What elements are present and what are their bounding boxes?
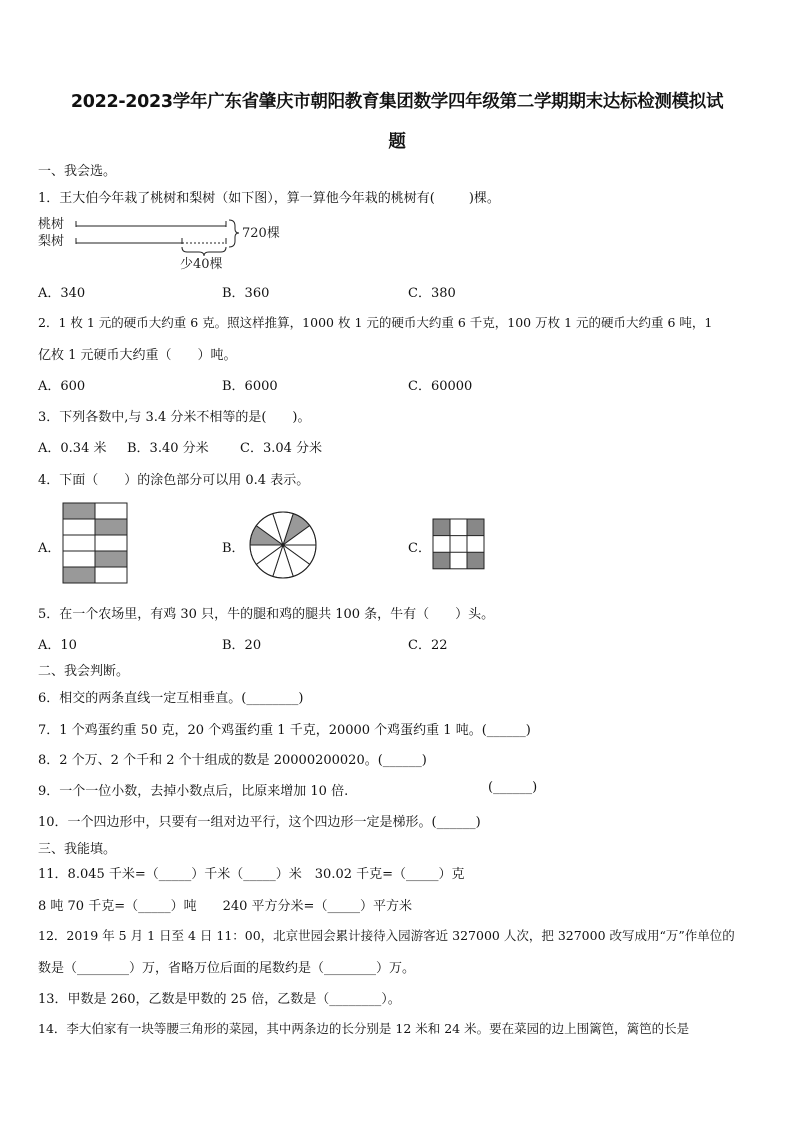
question-12-line1: 12．2019 年 5 月 1 日至 4 日 11：00，北京世园会累计接待入园游客近 327000 人次，把 327000 改写成用“万”作单位的 [38, 928, 735, 943]
question-2-line2: 亿枚 1 元硬币大约重（ ）吨。 [38, 348, 237, 363]
question-12-line2: 数是（________）万，省略万位后面的尾数约是（________）万。 [38, 961, 416, 976]
label-peach-tree: 桃树 [38, 217, 65, 232]
question-3-option-a[interactable]: A．0.34 米 [38, 441, 107, 456]
question-5: 5．在一个农场里，有鸡 30 只，牛的腿和鸡的腿共 100 条，牛有（ ）头。 [38, 607, 495, 622]
question-5-option-b[interactable]: B．20 [222, 638, 262, 653]
question-5-option-a[interactable]: A．10 [38, 638, 77, 653]
question-8: 8．2 个万、2 个千和 2 个十组成的数是 20000200020。(______) [38, 753, 427, 768]
label-pear-tree: 梨树 [38, 234, 65, 249]
question-3-option-b[interactable]: B．3.40 分米 [127, 441, 209, 456]
question-2-option-c[interactable]: C．60000 [408, 379, 473, 394]
question-2-line1: 2．1 枚 1 元的硬币大约重 6 克。照这样推算，1000 枚 1 元的硬币大约重 6 千克，100 万枚 1 元的硬币大约重 6 吨，1 [38, 315, 713, 330]
question-4-option-a[interactable]: A． [38, 541, 61, 556]
label-difference: 少40棵 [180, 257, 223, 272]
question-5-option-c[interactable]: C．22 [408, 638, 448, 653]
question-13: 13．甲数是 260，乙数是甲数的 25 倍，乙数是（________）。 [38, 992, 401, 1007]
section-heading-choice: 一、我会选。 [38, 164, 117, 179]
question-1-text-end: )棵。 [468, 191, 500, 206]
exam-title-line2: 题 [388, 132, 406, 152]
question-9: 9．一个一位小数，去掉小数点后，比原来增加 10 倍. [38, 784, 349, 799]
question-7: 7．1 个鸡蛋约重 50 克，20 个鸡蛋约重 1 千克，20000 个鸡蛋约重 1 吨。(______) [38, 723, 531, 738]
option-c-grid-figure [432, 518, 486, 570]
option-a-grid-figure [62, 502, 128, 584]
option-b-circle-figure [248, 510, 318, 580]
label-total: 720棵 [242, 226, 280, 241]
tree-count-diagram [36, 212, 306, 272]
question-1-text: 1．王大伯今年栽了桃树和梨树（如下图），算一算他今年栽的桃树有( [38, 191, 435, 206]
question-6: 6．相交的两条直线一定互相垂直。(________) [38, 691, 304, 706]
exam-title-line1: 2022-2023学年广东省肇庆市朝阳教育集团数学四年级第二学期期末达标检测模拟试 [70, 92, 724, 112]
question-11-line2: 8 吨 70 千克=（_____）吨 240 平方分米=（_____）平方米 [38, 899, 412, 914]
question-4-option-b[interactable]: B． [222, 541, 245, 556]
question-2-option-a[interactable]: A．600 [38, 379, 86, 394]
question-9-answer-blank[interactable]: (______) [488, 780, 538, 795]
question-14: 14．李大伯家有一块等腰三角形的菜园，其中两条边的长分别是 12 米和 24 米。要在菜园的边上围篱笆，篱笆的长是 [38, 1021, 690, 1036]
question-2-option-b[interactable]: B．6000 [222, 379, 278, 394]
question-3: 3．下列各数中,与 3.4 分米不相等的是( )。 [38, 410, 311, 425]
question-11-line1: 11．8.045 千米=（_____）千米（_____）米 30.02 千克=（_____）克 [38, 867, 465, 882]
question-1-option-b[interactable]: B．360 [222, 286, 270, 301]
section-heading-fill: 三、我能填。 [38, 842, 117, 857]
question-10: 10．一个四边形中，只要有一组对边平行，这个四边形一定是梯形。(______) [38, 815, 481, 830]
question-4: 4．下面（ ）的涂色部分可以用 0.4 表示。 [38, 473, 310, 488]
question-1-option-c[interactable]: C．380 [408, 286, 456, 301]
question-1 [38, 187, 500, 206]
section-heading-judge: 二、我会判断。 [38, 664, 130, 679]
question-3-option-c[interactable]: C．3.04 分米 [240, 441, 323, 456]
question-1-option-a[interactable]: A．340 [38, 286, 86, 301]
question-4-option-c[interactable]: C． [408, 541, 431, 556]
